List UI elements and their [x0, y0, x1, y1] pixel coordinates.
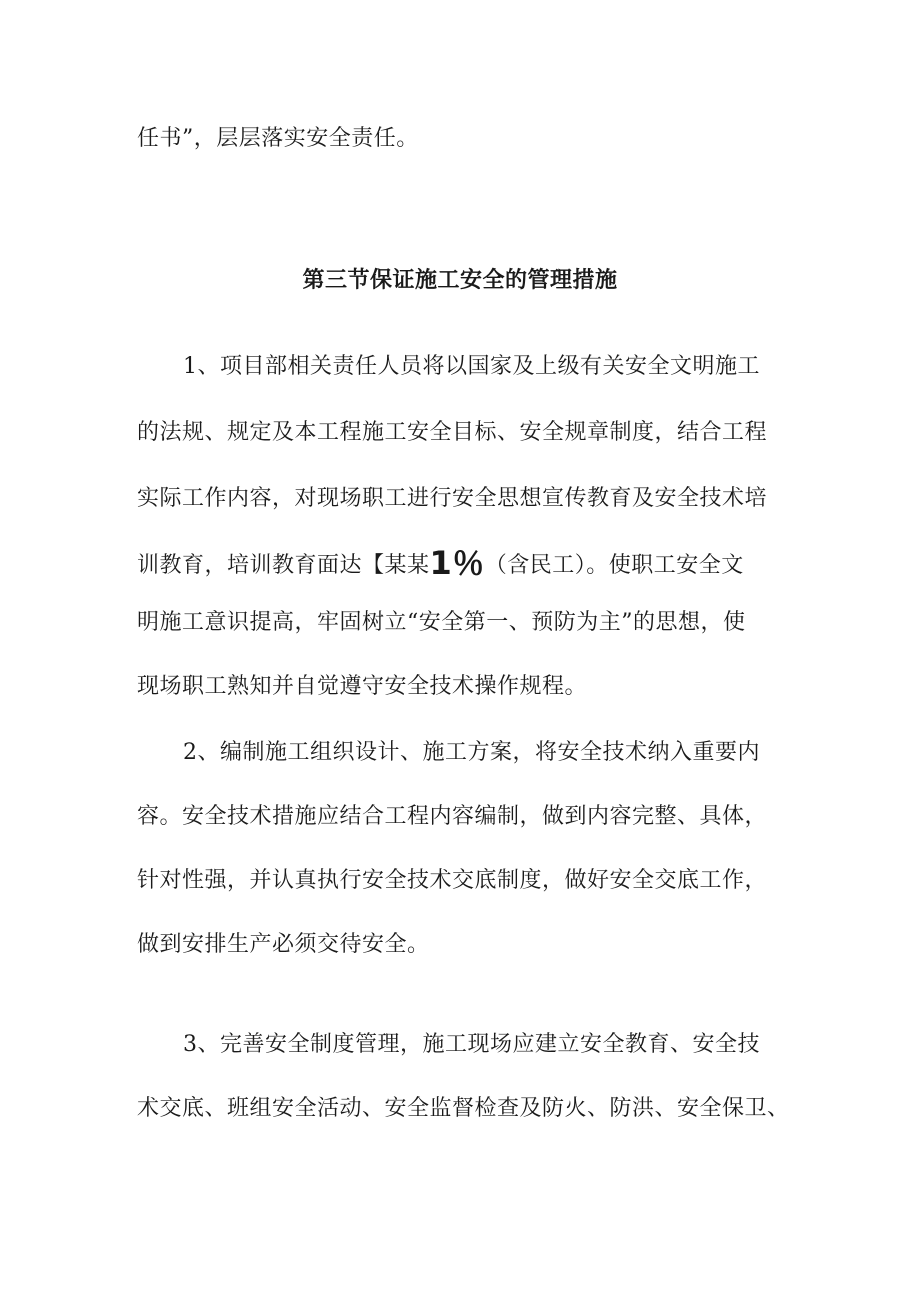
para1-line-6: 现场职工熟知并自觉遵守安全技术操作规程。 [137, 674, 588, 699]
para3-line-2: 术交底、班组安全活动、安全监督检查及防火、防洪、安全保卫、 [137, 1096, 790, 1121]
percentage-value: 1％ [429, 544, 485, 582]
para1-line-4-text-before: 训教育，培训教育面达【某某 [137, 553, 430, 578]
para1-line-4-text-after: （含民工）。使职工安全文 [484, 553, 744, 578]
para1-line-3: 实际工作内容，对现场职工进行安全思想宣传教育及安全技术培 [137, 486, 768, 511]
para1-line-2: 的法规、规定及本工程施工安全目标、安全规章制度，结合工程 [137, 420, 768, 445]
para2-line-2: 容。安全技术措施应结合工程内容编制，做到内容完整、具体， [137, 804, 768, 829]
continuation-line: 任书”，层层落实安全责任。 [137, 126, 419, 151]
para3-line-1: 3、完善安全制度管理，施工现场应建立安全教育、安全技 [183, 1032, 760, 1057]
para1-line-4 [137, 544, 797, 582]
para2-line-3: 针对性强，并认真执行安全技术交底制度，做好安全交底工作， [137, 868, 768, 893]
para1-line-5: 明施工意识提高，牢固树立“安全第一、预防为主”的思想，使 [137, 610, 746, 635]
section-heading: 第三节保证施工安全的管理措施 [302, 268, 618, 293]
para2-line-4: 做到安排生产必须交待安全。 [137, 932, 430, 957]
para1-line-1: 1、项目部相关责任人员将以国家及上级有关安全文明施工 [183, 354, 760, 379]
para2-line-1: 2、编制施工组织设计、施工方案，将安全技术纳入重要内 [183, 740, 760, 765]
